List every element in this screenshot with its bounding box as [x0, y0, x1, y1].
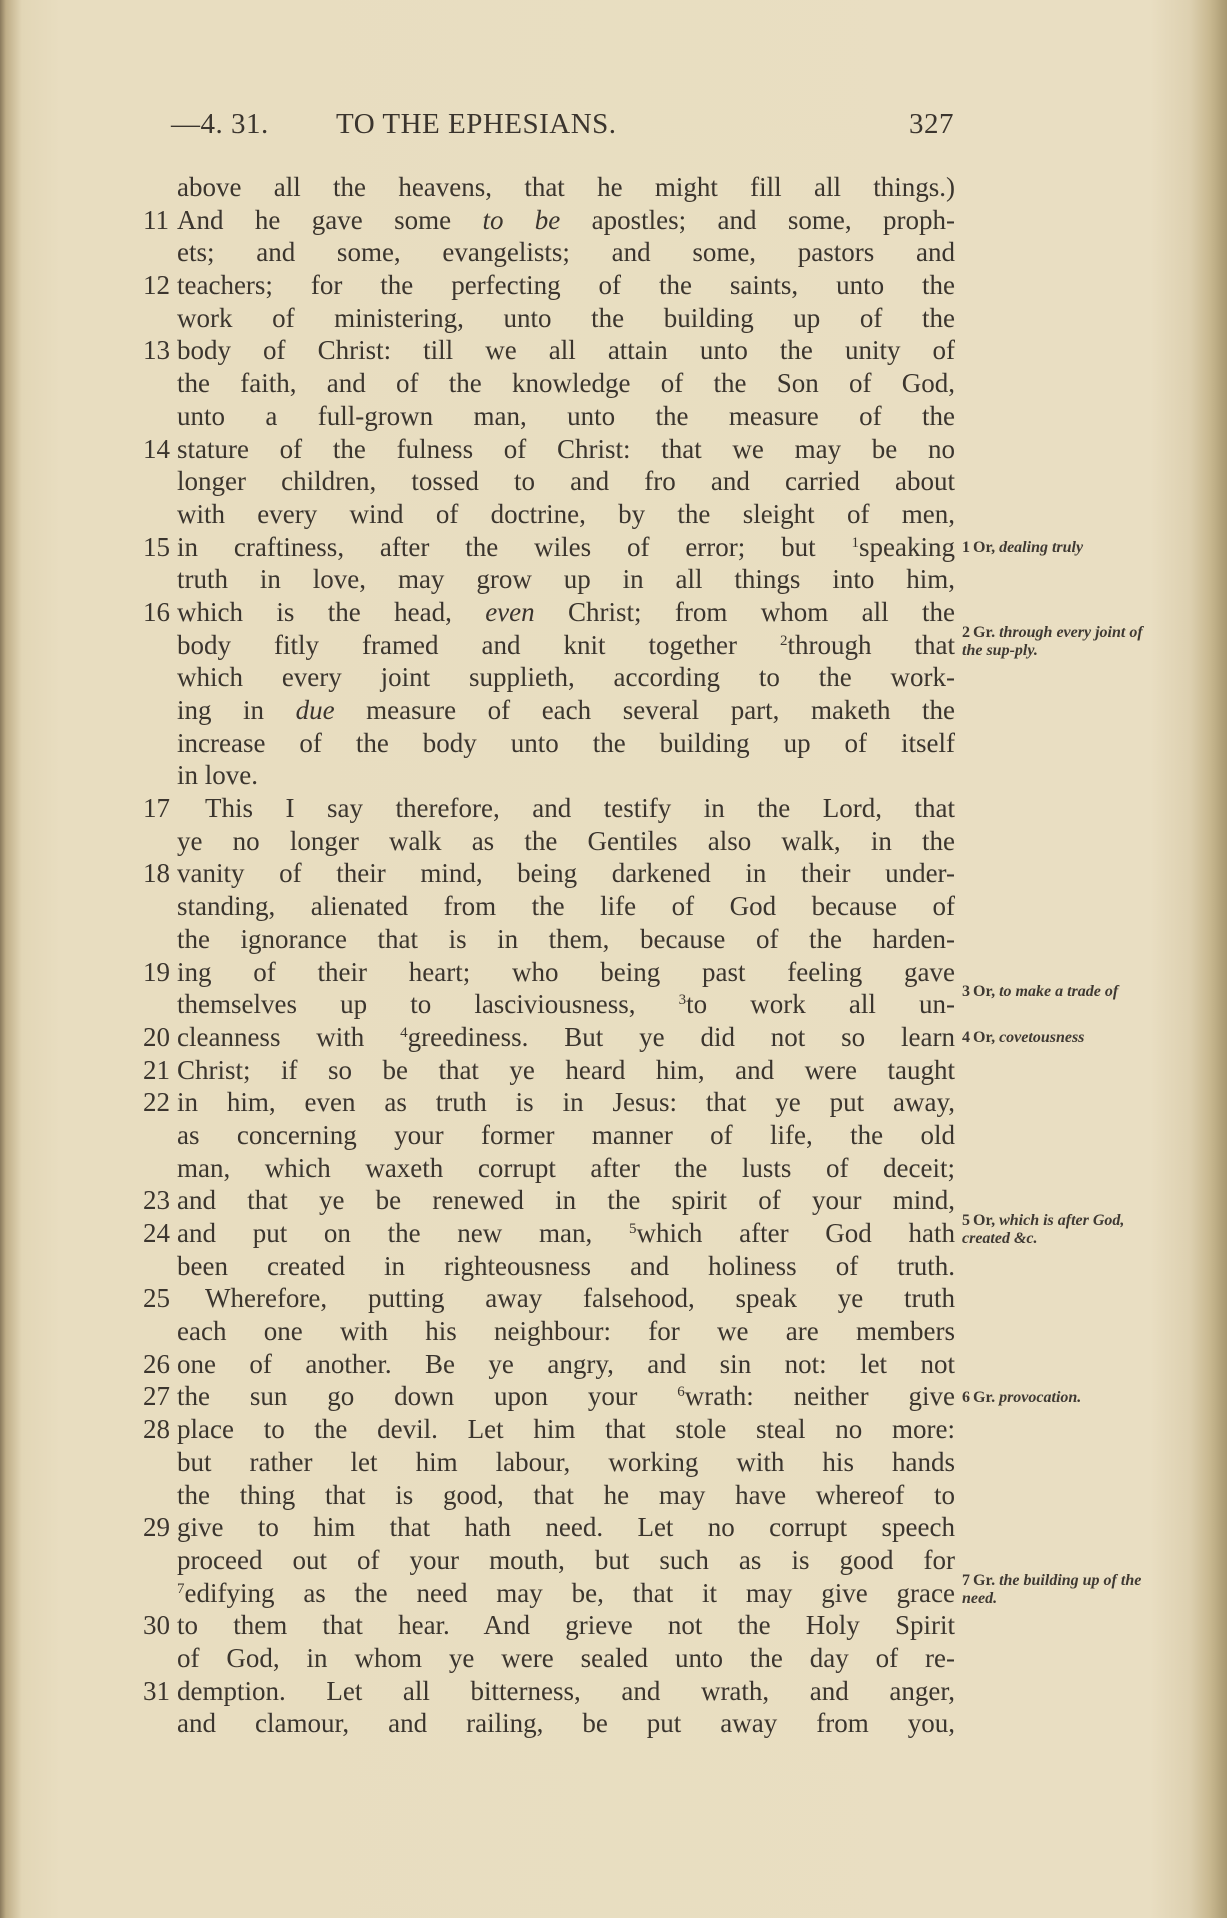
text-line: [143, 334, 955, 367]
scripture-text: [143, 171, 955, 1740]
text-run: cleanness with: [177, 1021, 401, 1052]
verse-number: 29: [143, 1512, 170, 1543]
text-run: standing, alienated from the life of God because of: [177, 891, 955, 922]
footnote-marker: 7: [177, 1580, 185, 1597]
note-text: dealing truly: [999, 538, 1084, 556]
text-run: measure of each several part, maketh the: [334, 695, 955, 725]
line-text: [177, 825, 955, 858]
text-run: Wherefore, putting away falsehood, speak ye truth: [205, 1283, 955, 1314]
text-run: themselves up to lasciviousness,: [177, 989, 679, 1020]
line-text: [177, 171, 955, 204]
verse-number: 25: [143, 1283, 170, 1314]
text-line: [165, 1577, 955, 1610]
line-text: [177, 1021, 955, 1054]
text-line: [143, 531, 955, 564]
book-title: TO THE EPHESIANS.: [336, 108, 617, 140]
text-run: and put on the new man,: [177, 1218, 629, 1248]
line-text: [177, 1184, 955, 1217]
text-run: but rather let him labour, working with his hands: [177, 1446, 955, 1477]
text-line: [143, 1609, 955, 1642]
line-text: [177, 1315, 955, 1348]
note-number: 2: [962, 623, 970, 641]
italic-text: due: [295, 695, 335, 725]
text-run: which is the head,: [177, 596, 486, 627]
text-line: [165, 465, 955, 498]
verse-number: 16: [143, 596, 170, 627]
line-text: [177, 1707, 955, 1740]
text-run: and clamour, and railing, be put away from you,: [177, 1708, 955, 1739]
text-run: in love.: [177, 760, 258, 791]
text-line: [165, 825, 955, 858]
note-lead: Gr.: [973, 623, 996, 641]
margin-note: [962, 1572, 1147, 1608]
text-run: teachers; for the perfecting of the saints, unto the: [177, 270, 955, 301]
line-text: [177, 367, 955, 400]
text-run: stature of the fulness of Christ: that we may be no: [177, 433, 955, 464]
line-text: [177, 1086, 955, 1119]
text-line: [143, 857, 955, 890]
text-run: ye no longer walk as the Gentiles also walk, in the: [177, 825, 955, 856]
margin-note: [962, 624, 1147, 660]
text-line: [143, 1380, 955, 1413]
italic-text: to be: [482, 204, 561, 235]
note-number: 5: [962, 1212, 970, 1230]
line-text: [177, 661, 955, 694]
footnote-marker: 1: [851, 534, 860, 551]
footnote-marker: 6: [677, 1384, 685, 1401]
text-line: [143, 269, 955, 302]
line-text: [177, 1577, 955, 1610]
verse-number: 23: [143, 1185, 170, 1216]
text-run: demption. Let all bitterness, and wrath, and anger,: [177, 1675, 955, 1706]
text-line: [165, 629, 955, 662]
text-run: wrath: neither give: [684, 1381, 955, 1412]
text-run: which after God hath: [636, 1218, 955, 1248]
note-number: 4: [962, 1029, 970, 1047]
line-text: [177, 890, 955, 923]
text-run: place to the devil. Let him that stole steal no more:: [177, 1414, 955, 1445]
line-text: [177, 1609, 955, 1642]
verse-number: 12: [143, 270, 170, 301]
text-run: and that ye be renewed in the spirit of your mind,: [177, 1185, 955, 1216]
text-run: Christ; if so be that ye heard him, and were taught: [177, 1054, 955, 1085]
text-line: [165, 661, 955, 694]
text-run: ing of their heart; who being past feeling gave: [177, 956, 955, 987]
footnote-marker: 4: [400, 1024, 408, 1041]
text-run: body of Christ: till we all attain unto the unity of: [177, 335, 955, 366]
text-run: the thing that is good, that he may have whereof to: [177, 1479, 955, 1510]
line-text: [177, 923, 955, 956]
verse-number: 18: [143, 858, 170, 889]
line-text: [177, 1119, 955, 1152]
text-run: longer children, tossed to and fro and carried about: [177, 466, 955, 497]
verse-number: 21: [143, 1054, 170, 1085]
text-line: [165, 400, 955, 433]
note-text: covetousness: [999, 1029, 1085, 1047]
text-run: apostles; and some, proph-: [560, 204, 955, 235]
text-line: [165, 1315, 955, 1348]
text-run: one of another. Be ye angry, and sin not: let not: [177, 1348, 955, 1379]
text-run: to them that hear. And grieve not the Holy Spirit: [177, 1610, 955, 1641]
margin-note: [962, 1212, 1147, 1248]
margin-note: [962, 983, 1147, 1001]
text-run: This I say therefore, and testify in the Lord, that: [205, 793, 955, 824]
line-text: [177, 498, 955, 531]
verse-number: 27: [143, 1381, 170, 1412]
verse-number: 15: [143, 531, 170, 562]
verse-number: 24: [143, 1218, 170, 1248]
chapter-verse-range: —4. 31.: [171, 108, 269, 140]
text-run: give to him that hath need. Let no corrupt speech: [177, 1512, 955, 1543]
note-text: to make a trade of: [999, 983, 1119, 1001]
text-line: [143, 1021, 955, 1054]
text-line: [165, 759, 955, 792]
verse-number: 19: [143, 956, 170, 987]
text-line: [165, 367, 955, 400]
line-text: [177, 1348, 955, 1381]
text-run: ing in: [177, 695, 296, 725]
line-text: [177, 1511, 955, 1544]
text-line: [143, 956, 955, 989]
text-run: above all the heavens, that he might fill all things.): [177, 172, 955, 202]
text-run: man, which waxeth corrupt after the lusts of deceit;: [177, 1152, 955, 1183]
text-run: the sun go down upon your: [177, 1381, 678, 1412]
text-line: [143, 433, 955, 466]
note-text: through every joint of the sup-ply.: [962, 623, 1143, 659]
note-number: 1: [962, 538, 970, 556]
text-line: [165, 1250, 955, 1283]
text-line: [165, 727, 955, 760]
line-text: [177, 433, 955, 466]
italic-text: even: [485, 596, 535, 627]
text-line: [143, 1675, 955, 1708]
note-number: 7: [962, 1572, 970, 1590]
text-line: [165, 988, 955, 1021]
verse-number: 17: [143, 793, 170, 824]
text-line: [165, 563, 955, 596]
note-number: 3: [962, 983, 970, 1001]
text-run: through that: [787, 629, 955, 660]
text-line: [165, 302, 955, 335]
text-run: proceed out of your mouth, but such as is good for: [177, 1544, 955, 1575]
text-run: And he gave some: [177, 204, 483, 235]
text-line: [143, 1184, 955, 1217]
text-run: edifying as the need may be, that it may give grace: [184, 1577, 955, 1608]
line-text: [177, 1380, 955, 1413]
line-text: [177, 334, 955, 367]
line-text: [177, 1413, 955, 1446]
text-line: [165, 1119, 955, 1152]
verse-number: 20: [143, 1021, 170, 1052]
verse-number: 30: [143, 1610, 170, 1641]
text-line: [143, 1413, 955, 1446]
footnote-marker: 2: [780, 632, 788, 649]
line-text: [177, 988, 955, 1021]
text-run: body fitly framed and knit together: [177, 629, 780, 660]
verse-number: 28: [143, 1414, 170, 1445]
line-text: [177, 956, 955, 989]
text-run: truth in love, may grow up in all things into him,: [177, 564, 955, 595]
line-text: [177, 563, 955, 596]
verse-number: 11: [143, 204, 169, 235]
line-text: [177, 694, 955, 727]
line-text: [177, 302, 955, 335]
text-line: [143, 596, 955, 629]
text-line: [165, 1479, 955, 1512]
line-text: [205, 792, 955, 825]
text-line: [143, 792, 955, 825]
text-run: in him, even as truth is in Jesus: that ye put away,: [177, 1087, 955, 1118]
text-run: each one with his neighbour: for we are members: [177, 1316, 955, 1347]
line-text: [177, 1054, 955, 1087]
text-run: the faith, and of the knowledge of the Son of God,: [177, 368, 955, 399]
text-run: in craftiness, after the wiles of error; but: [177, 531, 852, 562]
line-text: [177, 1152, 955, 1185]
text-run: unto a full-grown man, unto the measure of the: [177, 400, 955, 431]
line-text: [177, 236, 955, 269]
text-line: [143, 1511, 955, 1544]
text-line: [165, 236, 955, 269]
line-text: [177, 596, 955, 629]
line-text: [177, 1642, 955, 1675]
text-run: ets; and some, evangelists; and some, pastors and: [177, 237, 955, 268]
text-line: [143, 1054, 955, 1087]
text-line: [143, 1217, 955, 1250]
note-number: 6: [962, 1388, 970, 1406]
line-text: [177, 400, 955, 433]
verse-number: 14: [143, 433, 170, 464]
line-text: [205, 1282, 955, 1315]
text-run: work of ministering, unto the building up of the: [177, 302, 955, 333]
note-lead: Gr.: [973, 1572, 996, 1590]
text-line: [165, 1707, 955, 1740]
text-run: greediness. But ye did not so learn: [407, 1021, 955, 1052]
margin-note: [962, 1389, 1147, 1407]
text-line: [143, 204, 955, 237]
line-text: [177, 1446, 955, 1479]
margin-note: [962, 539, 1147, 557]
line-text: [177, 1479, 955, 1512]
footnote-marker: 3: [678, 992, 687, 1009]
line-text: [177, 465, 955, 498]
note-lead: Or,: [973, 1212, 996, 1230]
line-text: [177, 531, 955, 564]
text-run: speaking: [859, 531, 955, 562]
text-run: as concerning your former manner of life, the old: [177, 1119, 955, 1150]
note-lead: Or,: [973, 983, 996, 1001]
note-text: which is after God, created &c.: [962, 1212, 1125, 1248]
text-run: with every wind of doctrine, by the sleight of men,: [177, 498, 955, 529]
note-lead: Or,: [973, 538, 996, 556]
text-line: [143, 1348, 955, 1381]
text-line: [165, 923, 955, 956]
text-run: which every joint supplieth, according to the work-: [177, 662, 955, 693]
text-run: Christ; from whom all the: [534, 596, 955, 627]
margin-note: [962, 1029, 1147, 1047]
text-line: [165, 1446, 955, 1479]
verse-number: 13: [143, 335, 170, 366]
text-line: [165, 1152, 955, 1185]
footnote-marker: 5: [628, 1221, 637, 1237]
note-text: provocation.: [999, 1388, 1082, 1406]
text-line: [143, 1086, 955, 1119]
text-line: [165, 694, 955, 727]
line-text: [177, 1217, 955, 1250]
verse-number: 22: [143, 1087, 170, 1118]
running-header: [171, 108, 954, 148]
text-line: [165, 890, 955, 923]
verse-number: 26: [143, 1348, 170, 1379]
line-text: [177, 1675, 955, 1708]
text-line: [165, 1544, 955, 1577]
note-text: the building up of the need.: [962, 1572, 1142, 1608]
text-run: vanity of their mind, being darkened in their under-: [177, 858, 955, 889]
line-text: [177, 727, 955, 760]
line-text: [177, 1544, 955, 1577]
text-run: been created in righteousness and holiness of truth.: [177, 1250, 955, 1281]
line-text: [177, 759, 955, 792]
note-lead: Gr.: [973, 1388, 996, 1406]
line-text: [177, 269, 955, 302]
text-line: [165, 498, 955, 531]
verse-number: 31: [143, 1675, 170, 1706]
text-run: increase of the body unto the building up of itself: [177, 727, 955, 758]
note-lead: Or,: [973, 1029, 996, 1047]
text-line: [165, 171, 955, 204]
page-number: 327: [909, 108, 954, 140]
text-run: the ignorance that is in them, because of the harden-: [177, 923, 955, 954]
line-text: [177, 204, 955, 237]
line-text: [177, 629, 955, 662]
line-text: [177, 1250, 955, 1283]
text-line: [143, 1282, 955, 1315]
line-text: [177, 857, 955, 890]
text-run: of God, in whom ye were sealed unto the day of re-: [177, 1642, 955, 1673]
text-line: [165, 1642, 955, 1675]
text-run: to work all un-: [686, 989, 955, 1020]
